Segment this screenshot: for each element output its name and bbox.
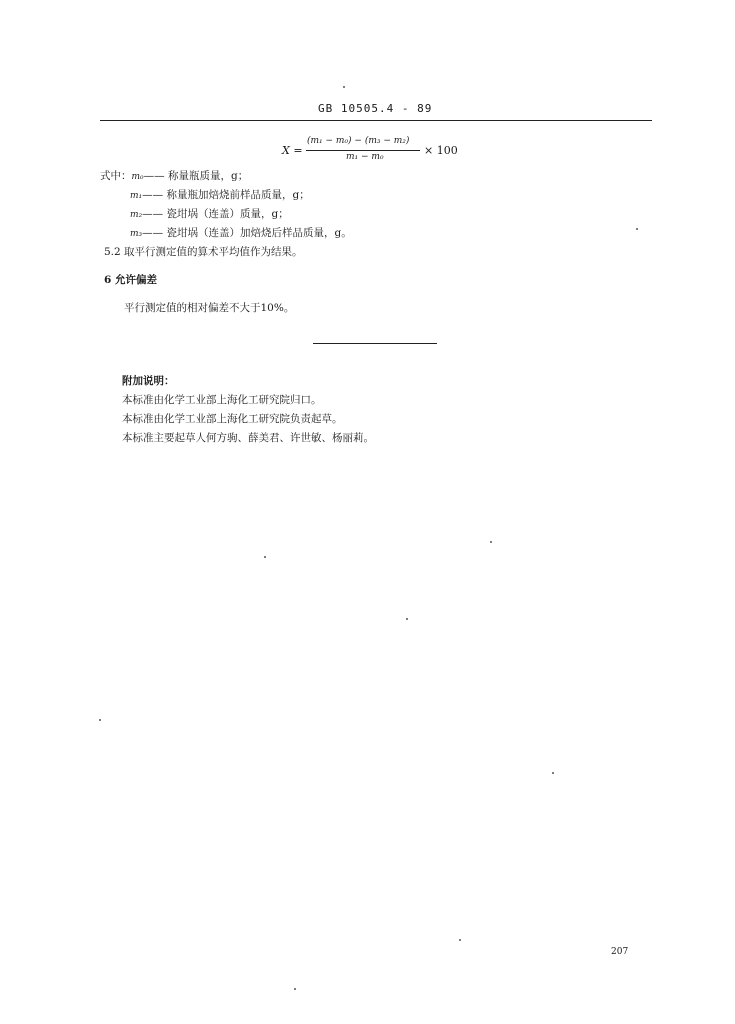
symbol-m3: m₃ (130, 229, 143, 239)
where-line-m0 (100, 168, 248, 183)
definition-m2: —— 瓷坩埚（连盖）质量，g； (142, 208, 289, 220)
symbol-m0: m₀ (131, 172, 144, 182)
formula-lhs: X = (282, 144, 303, 157)
note-line: 本标准由化学工业部上海化工研究院负责起草。 (122, 413, 343, 425)
page-number: 207 (611, 947, 629, 957)
section-5-2: 5.2 取平行测定值的算术平均值作为结果。 (104, 246, 303, 258)
scan-speck (552, 772, 554, 774)
symbol-m1: m₁ (130, 191, 143, 201)
scan-speck (294, 988, 296, 990)
standard-code: GB 10505.4 - 89 (318, 102, 433, 115)
note-line: 本标准由化学工业部上海化工研究院归口。 (122, 394, 322, 406)
where-line-m2 (130, 206, 289, 221)
scan-speck (343, 86, 345, 88)
where-lead: 式中： (100, 170, 132, 182)
section-6-text: 平行测定值的相对偏差不大于10%。 (124, 302, 295, 314)
formula-multiplier: × 100 (424, 144, 458, 157)
note-line: 本标准主要起草人何方驹、薛美君、许世敏、杨丽莉。 (122, 432, 374, 444)
notes-title: 附加说明： (122, 375, 175, 387)
where-line-m3 (130, 225, 352, 240)
formula-denominator: m₁ − m₀ (346, 152, 384, 162)
section-6-heading: 6 允许偏差 (104, 274, 157, 286)
fraction-bar (306, 150, 420, 151)
scan-speck (636, 228, 638, 230)
header-rule (100, 120, 652, 121)
scan-speck (459, 939, 461, 941)
symbol-m2: m₂ (130, 210, 143, 220)
scan-speck (99, 719, 101, 721)
scan-speck (264, 556, 266, 558)
scan-speck (406, 618, 408, 620)
where-line-m1 (130, 187, 310, 202)
scan-speck (490, 541, 492, 543)
definition-m0: —— 称量瓶质量，g； (143, 170, 249, 182)
definition-m1: —— 称量瓶加焙烧前样品质量，g； (142, 189, 310, 201)
definition-m3: —— 瓷坩埚（连盖）加焙烧后样品质量，g。 (142, 227, 352, 239)
formula-numerator: (m₁ − m₀) − (m₃ − m₂) (307, 136, 410, 146)
end-rule (313, 343, 437, 344)
